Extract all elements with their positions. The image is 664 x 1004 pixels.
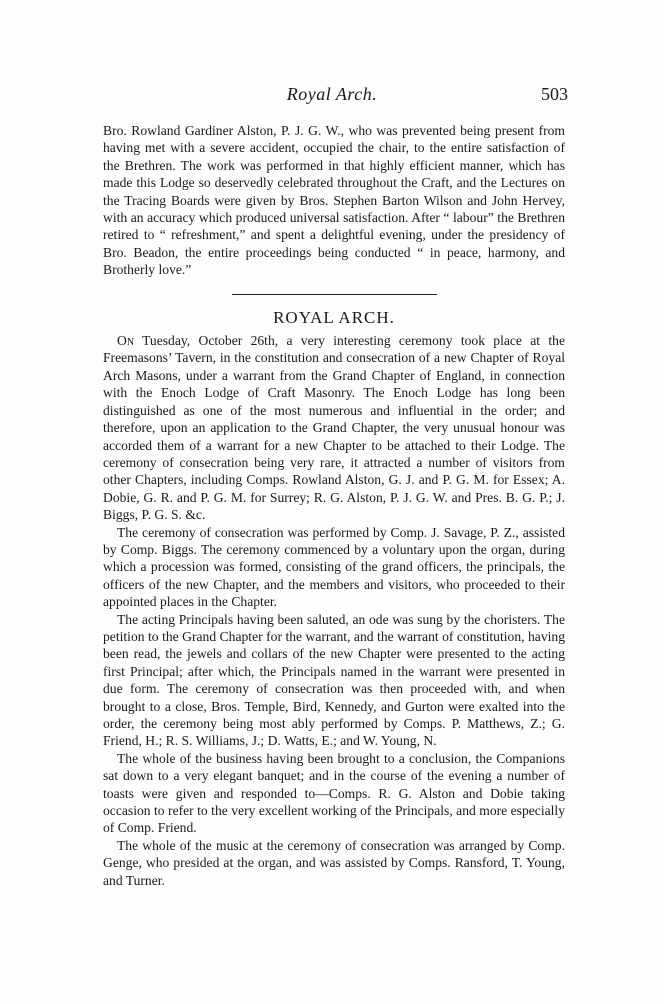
paragraph-3: The acting Principals having been saluted, an ode was sung by the choristers. The petition to the Grand Chapter for the warrant, and the warrant of constitution, having been read, the jewels and collars of the new Chapter were presented to the acting first Principal; after which, the Principals named in the warrant were presented in due form. The ceremony of consecration was then proceeded with, and when brought to a close, Bros. Temple, Bird, Kennedy, and Gurton were exalted into the order, the ceremony being most ably performed by Comps. P. Matthews, Z.; G. Friend, H.; R. S. Williams, J.; D. Watts, E.; and W. Young, N. (103, 611, 565, 749)
paragraph-4: The whole of the business having been brought to a conclusion, the Companions sat down to a very elegant banquet; and in the course of the evening a number of toasts were given and responded to—Comps. R. G. Alston and Dobie taking occasion to refer to the very excellent working of the Principals, and more especially of Comp. Friend. (103, 750, 565, 836)
opening-paragraph: Bro. Rowland Gardiner Alston, P. J. G. W., who was prevented being present from having met with a severe accident, occupied the chair, to the entire satisfaction of the Brethren. The work was performed in that highly efficient manner, which has made this Lodge so deservedly celebrated throughout the Craft, and the Lectures on the Tracing Boards were given by Bros. Stephen Barton Wilson and John Hervey, with an accuracy which produced universal satisfaction. After “ labour” the Brethren retired to “ refreshment,” and spent a delightful evening, under the presidency of Bro. Beadon, the entire proceedings being conducted “ in peace, harmony, and Brotherly love.” (103, 123, 565, 278)
paragraph-2: The ceremony of consecration was performed by Comp. J. Savage, P. Z., assisted by Comp. Biggs. The ceremony commenced by a voluntary upon the organ, during which a procession was formed, consisting of the grand officers, the principals, the officers of the new Chapter, and the members and visitors, who proceeded to their appointed places in the Chapter. (103, 524, 565, 610)
text-column (103, 122, 565, 889)
paragraph-1 (103, 332, 565, 523)
page-number: 503 (541, 84, 568, 104)
paragraph-1-text: Tuesday, October 26th, a very interesting ceremony took place at the Freemasons’ Tavern, in the constitution and consecration of a new Chapter of Royal Arch Masons, under a warrant from the Grand Chapter of England, in connection with the Enoch Lodge of Craft Masonry. The Enoch Lodge has long been distinguished as one of the most numerous and influential in the order; and therefore, upon an application to the Grand Chapter, the very unusual honour was accorded them of a warrant for a new Chapter to be attached to their Lodge. The ceremony of consecration being very rare, it attracted a number of visitors from other Chapters, including Comps. Rowland Alston, G. J. and P. G. M. for Essex; A. Dobie, G. R. and P. G. M. for Surrey; R. G. Alston, P. J. G. W. and Pres. B. G. P.; J. Biggs, P. G. S. &c. (103, 333, 565, 523)
section-divider (232, 294, 437, 295)
paragraph-1-lead: On (117, 333, 135, 349)
running-title: Royal Arch. (286, 84, 378, 104)
paragraph-5: The whole of the music at the ceremony of consecration was arranged by Comp. Genge, who presided at the organ, and was assisted by Comps. Ransford, T. Young, and Turner. (103, 837, 565, 888)
running-head (0, 84, 664, 108)
section-heading: ROYAL ARCH. (273, 307, 395, 327)
